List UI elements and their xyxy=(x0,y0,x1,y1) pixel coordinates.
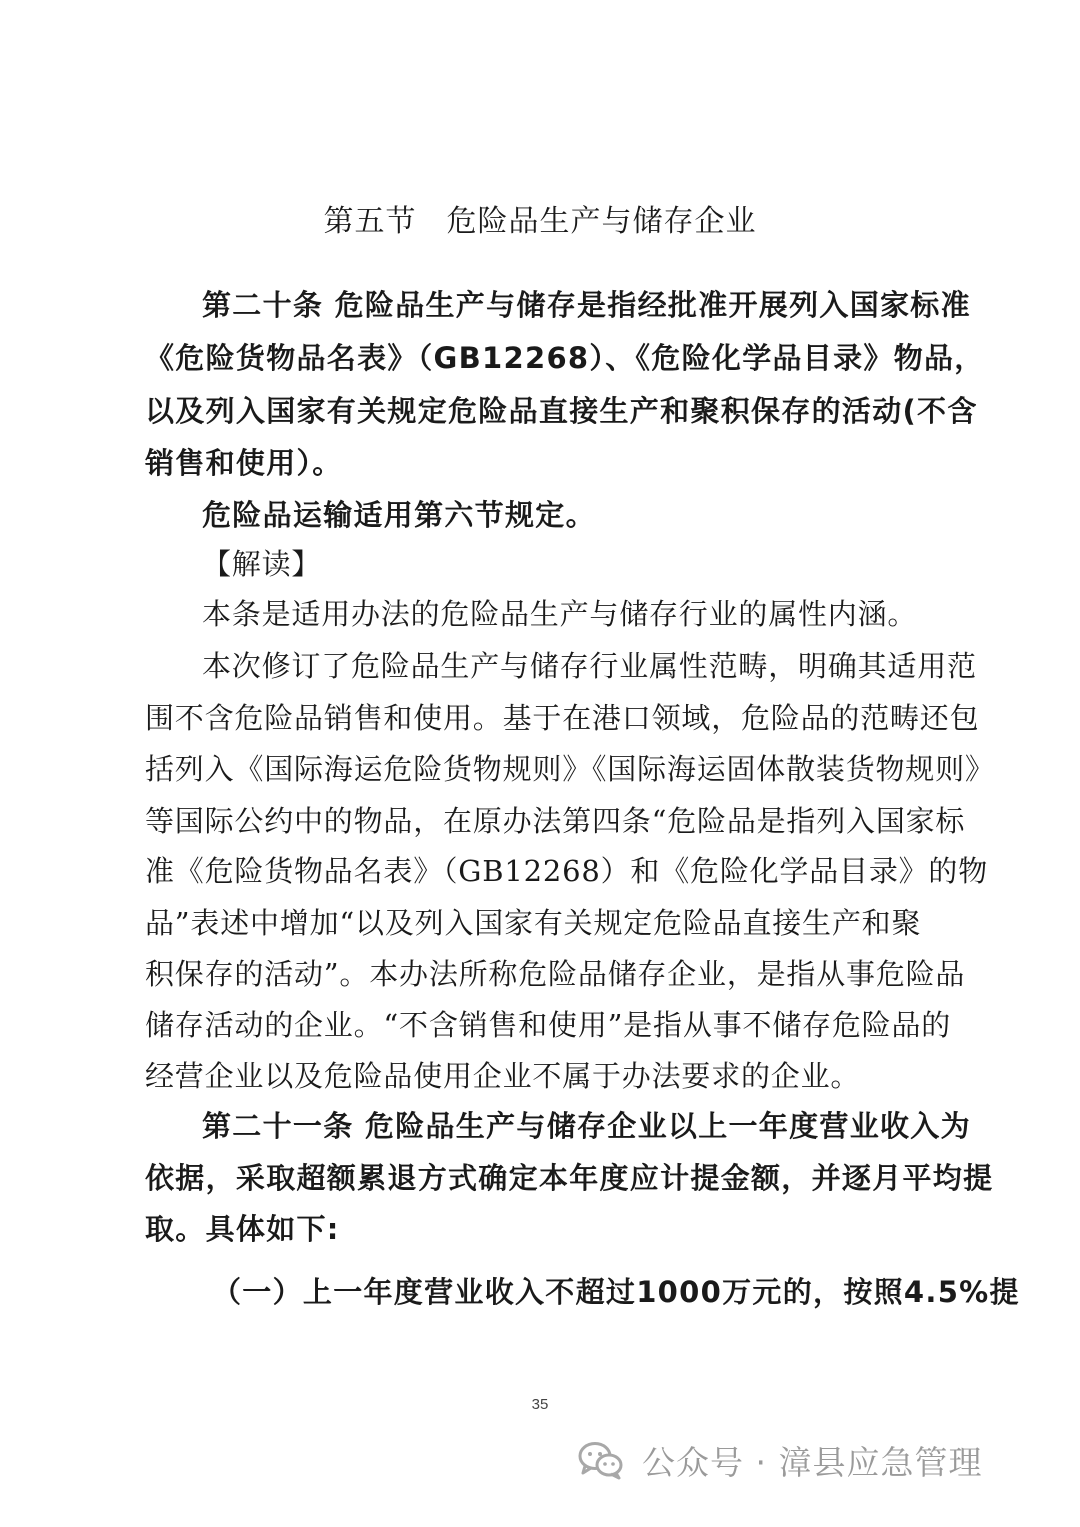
interpretation-line: 经营企业以及危险品使用企业不属于办法要求的企业。 xyxy=(145,1059,861,1093)
wechat-icon xyxy=(578,1440,624,1480)
watermark-text: 公众号 · 漳县应急管理 xyxy=(642,1442,983,1482)
article-20-line-1: 第二十条 危险品生产与储存是指经批准开展列入国家标准 xyxy=(202,288,971,322)
article-20-line-2: 《危险货物品名表》（GB12268）、《危险化学品目录》物品， xyxy=(145,341,985,375)
article-21-line-2: 依据，采取超额累退方式确定本年度应计提金额，并逐月平均提 xyxy=(145,1161,994,1195)
section-title xyxy=(0,196,1080,240)
article-20-line-4: 销售和使用）。 xyxy=(145,446,343,480)
wechat-watermark xyxy=(578,1434,982,1486)
interpretation-line: 括列入《国际海运危险货物规则》《国际海运固体散装货物规则》 xyxy=(145,752,995,786)
interpretation-line: 品”表述中增加“以及列入国家有关规定危险品直接生产和聚 xyxy=(145,906,922,940)
article-21-item-1: （一）上一年度营业收入不超过1000万元的，按照4.5%提 xyxy=(212,1275,1020,1309)
section-heading: 危险品生产与储存企业 xyxy=(446,204,757,239)
interpretation-line: 本次修订了危险品生产与储存行业属性范畴，明确其适用范 xyxy=(202,649,977,683)
interpretation-heading: 【解读】 xyxy=(202,547,322,581)
article-20-line-3: 以及列入国家有关规定危险品直接生产和聚积保存的活动(不含 xyxy=(145,394,978,428)
interpretation-line: 积保存的活动”。本办法所称危险品储存企业，是指从事危险品 xyxy=(145,957,966,991)
interpretation-line: 准《危险货物品名表》（GB12268）和《危险化学品目录》的物 xyxy=(145,854,989,888)
section-number: 第五节 xyxy=(323,204,417,239)
article-21-line-3: 取。具体如下: xyxy=(145,1212,340,1246)
interpretation-line: 等国际公约中的物品，在原办法第四条“危险品是指列入国家标 xyxy=(145,804,966,838)
article-21-line-1: 第二十一条 危险品生产与储存企业以上一年度营业收入为 xyxy=(202,1109,971,1143)
interpretation-line: 本条是适用办法的危险品生产与储存行业的属性内涵。 xyxy=(202,597,918,631)
article-20-note: 危险品运输适用第六节规定。 xyxy=(202,498,596,532)
page-number: 35 xyxy=(531,1396,549,1413)
interpretation-line: 储存活动的企业。“不含销售和使用”是指从事不储存危险品的 xyxy=(145,1008,952,1042)
interpretation-line: 围不含危险品销售和使用。基于在港口领域，危险品的范畴还包 xyxy=(145,701,980,735)
